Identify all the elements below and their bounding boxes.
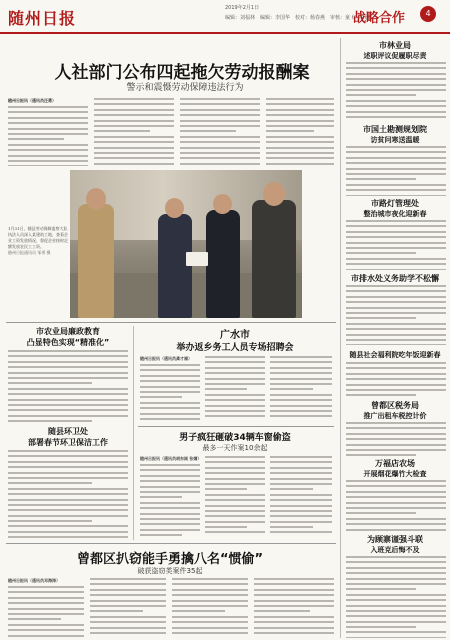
left-story-1-body: [8, 350, 128, 422]
photo-person-2: [158, 214, 192, 318]
center-story-3-subtitle: 破获盗窃类案件35起: [137, 567, 203, 575]
section-rule-1: [6, 322, 336, 323]
center-story-2-byline: 随州日报讯（通讯员胡东刚 张婧）: [140, 456, 202, 461]
center-story-2-title: 男子疯狂砸破34辆车窗偷盗: [179, 433, 291, 443]
left-story-2-body: [8, 450, 128, 538]
right-story-7-body: [346, 480, 446, 532]
center-story-3-body-col-3: [172, 578, 248, 638]
photo-credit: 随州日报通讯员 邹勇 摄: [8, 250, 51, 255]
right-story-8-title: 为顾寨谨强斗联: [367, 535, 423, 544]
photo-person-1-head: [86, 188, 106, 210]
right-story-6-body: [346, 422, 446, 456]
center-story-3-title: 曾都区扒窃能手勇擒八名“惯偷”: [76, 552, 264, 567]
center-story-1-body-col-1: [140, 364, 200, 424]
right-story-1-title: 市林业局: [379, 41, 411, 50]
lead-subhead: 警示和震慑劳动保障违法行为: [126, 83, 244, 93]
center-story-3-body-col-1: [8, 586, 84, 638]
page-number-badge: 4: [420, 6, 436, 22]
photo-person-3-head: [213, 194, 232, 214]
center-story-2-body-col-1: [140, 464, 200, 540]
photo-caption-text: 1月31日，随县劳动保障监察大队执法人员深入某建筑工地，查看企业工资发放情况，督促企业按时足额发放农民工工资。: [8, 226, 68, 249]
photo-person-4-head: [263, 182, 285, 206]
right-story-2-body: [346, 146, 446, 196]
right-story-4-body: [346, 285, 446, 345]
right-story-6-subtitle: 推广出租车税控计价: [363, 412, 427, 420]
column-rule-right: [340, 38, 341, 638]
column-rule-left: [133, 326, 134, 540]
right-story-7-subtitle: 开展烟花爆竹大检查: [363, 470, 427, 478]
photo-person-1: [78, 204, 114, 318]
left-story-2-title: 随县环卫处: [48, 427, 88, 436]
right-story-5-body: [346, 362, 446, 398]
left-story-1-title: 市农业局廉政教育: [36, 327, 100, 336]
right-story-3-title: 市路灯管理处: [371, 199, 419, 208]
right-story-6-title: 曾都区税务局: [371, 401, 419, 410]
photo-person-4: [252, 200, 296, 318]
center-story-2-body-col-2: [205, 456, 265, 540]
photo-person-3: [206, 210, 240, 318]
section-rule-2: [138, 426, 334, 427]
left-story-2-subtitle: 部署春节环卫保洁工作: [28, 438, 108, 447]
right-story-3-subtitle: 整治城市夜化迎新春: [363, 210, 427, 218]
center-story-2-subtitle: 最多一天作案10余起: [202, 444, 268, 452]
section-title: 战略合作: [353, 11, 406, 26]
issue-date: 2019年2月1日: [225, 5, 260, 11]
lead-body-col-3: [180, 98, 260, 166]
center-story-1-body-col-2: [205, 356, 265, 424]
center-story-1-byline: 随州日报讯（通讯员龚才福）: [140, 356, 192, 361]
lead-body-col-1: [8, 106, 88, 166]
lead-headline: 人社部门公布四起拖欠劳动报酬案: [54, 63, 310, 83]
section-rule-3: [6, 543, 336, 544]
center-story-1-body-col-3: [270, 356, 332, 424]
lead-body-col-2: [94, 98, 174, 166]
right-story-4-title: 市排水处义务助学不松懈: [351, 274, 439, 283]
right-story-3-body: [346, 220, 446, 270]
right-story-1-body: [346, 62, 446, 120]
lead-byline: 随州日报讯（通讯员汪勇）: [8, 98, 56, 103]
news-photo: [70, 170, 302, 318]
center-story-3-byline: 随州日报讯（通讯员邓海涛）: [8, 578, 60, 583]
photo-document: [186, 252, 208, 266]
center-story-1-title: 广水市: [220, 330, 250, 341]
editor-line: 编辑：刘福林 编辑：李国华 校对：杨春燕 审核：童 红 终 红: [225, 15, 370, 21]
center-story-1-subtitle: 举办返乡务工人员专场招聘会: [176, 343, 294, 353]
right-story-8-subtitle: 入班克后悔不及: [370, 546, 420, 554]
left-story-1-subtitle: 凸显特色实现“精准化”: [26, 338, 110, 347]
photo-caption: [8, 226, 68, 296]
right-story-2-subtitle: 访贫问寒送温暖: [370, 136, 420, 144]
right-story-2-title: 市国土勘测规划院: [363, 125, 427, 134]
center-story-3-body-col-2: [90, 578, 166, 638]
right-story-1-subtitle: 述职评议促履职尽责: [363, 52, 427, 60]
right-story-8-body: [346, 556, 446, 638]
center-story-2-body-col-3: [270, 456, 332, 540]
lead-body-col-4: [266, 98, 334, 166]
right-story-7-title: 万福店农场: [375, 459, 415, 468]
newspaper-logo: 随州日报: [8, 9, 77, 28]
center-story-3-body-col-4: [254, 578, 334, 638]
masthead: [0, 0, 450, 34]
right-story-5-title: 随县社会福利院吃年饭迎新春: [349, 351, 441, 359]
photo-person-2-head: [165, 198, 184, 218]
